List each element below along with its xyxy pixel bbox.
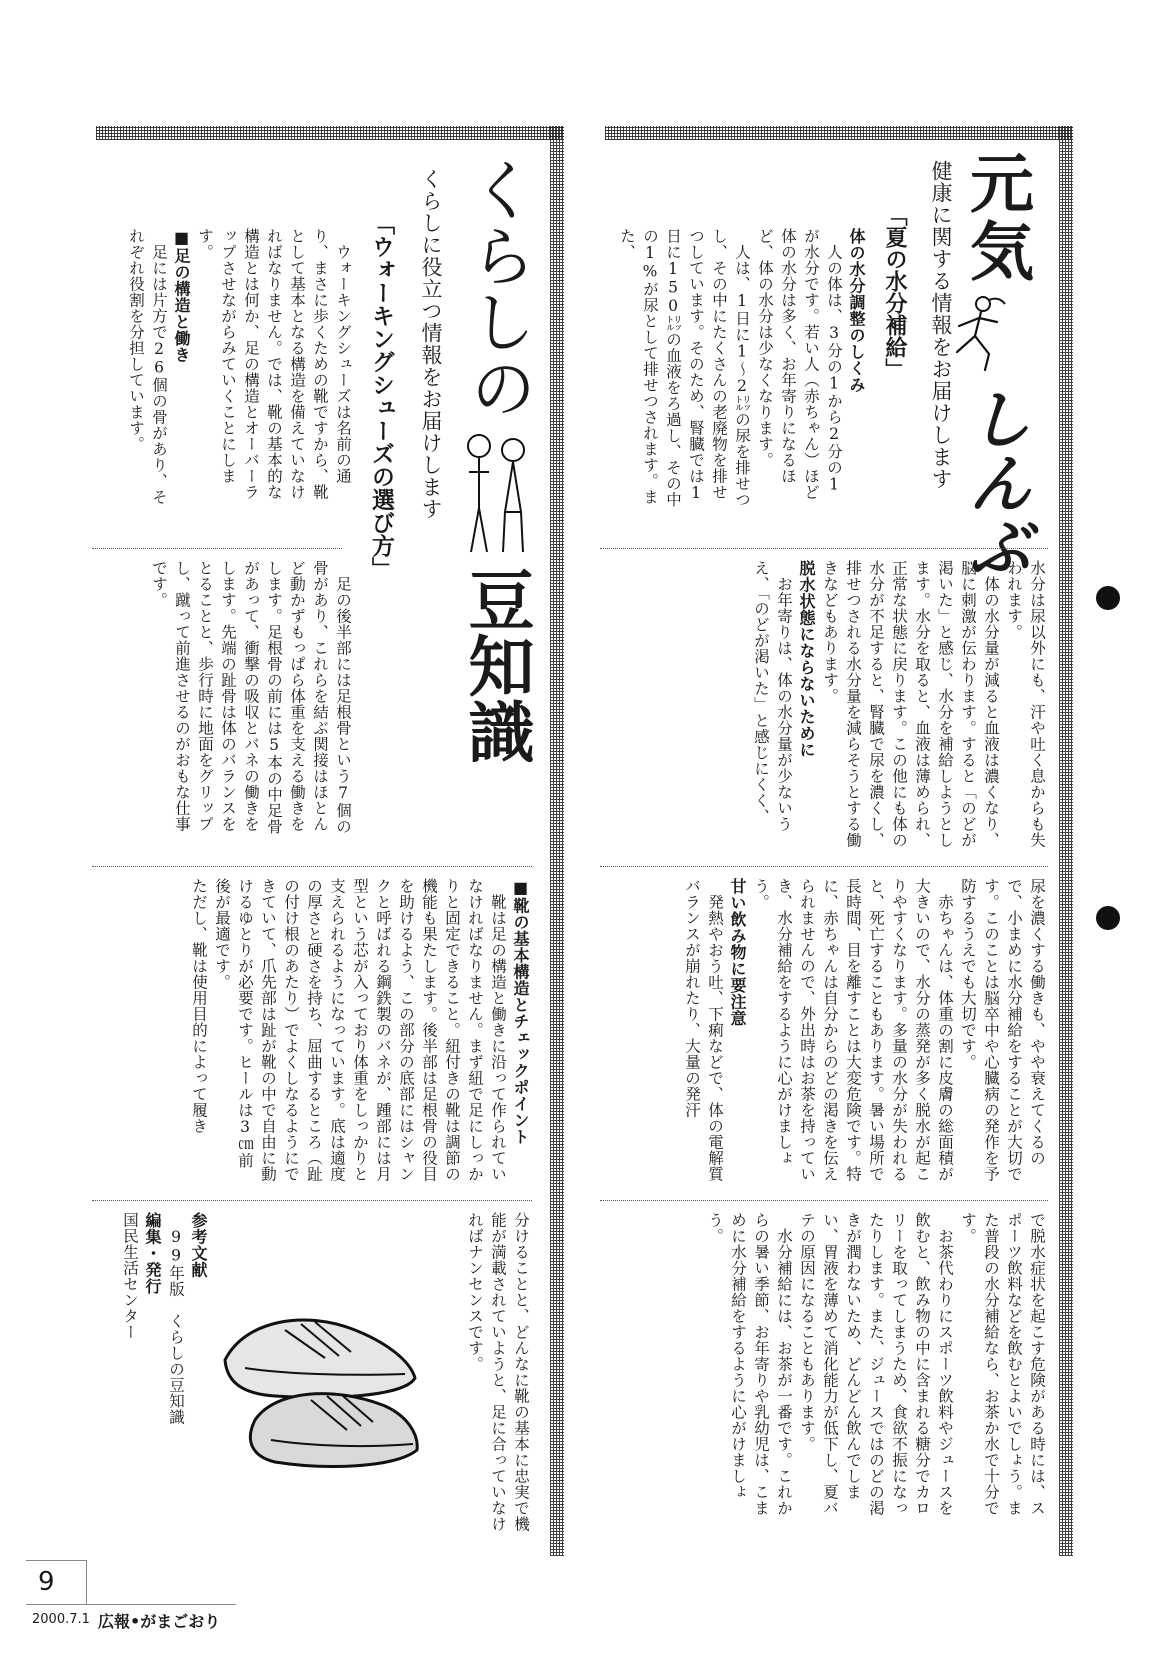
mame-paragraph-2: 足の後半部には足根骨という7個の骨があり、これらを結ぶ関接はほとんど動かずもっぱら体重を支える働きをします。足根骨の前には5本の中足骨があって、衝撃の吸収とバネの働きをします。先端の趾骨は体のバランスをとることと、歩行時に地面をグリップし、蹴って前進させるのがおもな仕事です。 xyxy=(150,560,352,835)
page-number-box xyxy=(26,1560,87,1605)
genki-title: 元気 xyxy=(959,150,1033,286)
walking-shoes-illustration-icon xyxy=(215,1300,425,1500)
mame-reference-block xyxy=(100,1212,210,1532)
mame-paragraph-4: 分けることと、どんなに靴の基本に忠実で機能が満載されていようと、足に合っていなければナンセンスです。 xyxy=(466,1212,530,1532)
genki-paragraph-1b: 人は、1日に1～2㍑の尿を排せつし、その中にたくさんの老廃物を排せつしています。そのため、腎臓では1日に150㍑の血液をろ過し、その中の1%が尿として排せつされます。また、 xyxy=(618,228,751,508)
mame-paragraph-1: ウォーキングシューズは名前の通り、まさに歩くための靴ですから、靴として基本となる構造を備えていなければなりません。では、靴の基本的な構造とは何か、足の構造とオーバーラップさせながらみていくことにします。 xyxy=(196,228,352,500)
genki-paragraph-4c: 水分補給には、お茶が一番です。これからの暑い季節、お年寄りや乳幼児は、こまめに水分補給をするように心がけましょう。 xyxy=(706,1212,793,1516)
genki-row1-text xyxy=(598,228,868,508)
mame-row4-text xyxy=(440,1212,532,1532)
mame-heading-1: ■足の構造と働き xyxy=(172,228,191,363)
reference-text: 99年版 くらしの豆知識 xyxy=(167,1227,185,1425)
mame-row3-text xyxy=(92,878,532,1183)
reference-label: 参考文献 xyxy=(189,1212,208,1278)
genki-separator-1 xyxy=(600,548,1048,549)
genki-paragraph-4b: お茶代わりにスポーツ飲料やジュースを飲むと、飲み物の中に含まれる糖分でカロリーを取ってしまうため、食欲不振になったりします。また、ジュースではのどの渇きが潤わないため、どんどん飲んでしまい、胃液を薄めて消化能力が低下し、夏バテの原因になることもあります。 xyxy=(798,1212,954,1516)
footer-line xyxy=(26,1604,236,1605)
genki-paragraph-3c: 発熱やおう吐、下痢などで、体の電解質バランスが崩れたり、大量の発汗 xyxy=(683,878,724,1182)
publisher-text: 国民生活センター xyxy=(121,1212,139,1340)
running-woman-icon xyxy=(945,292,1015,374)
genki-paragraph-3b: 赤ちゃんは、体重の割に皮膚の総面積が大きいので、水分の蒸発が多く脱水が起こりやすくなります。多量の水分が失われると、死亡することもあります。暑い場所で長時間、目を離すことは大変危険です。特に、赤ちゃんは自分からのどの渇きを伝えられませんので、外出時はお茶を持っていき、水分補給をするように心がけましょう。 xyxy=(752,878,954,1182)
mame-top-border xyxy=(96,126,564,140)
genki-title-tail: しんぶ xyxy=(957,386,1032,578)
genki-paragraph-2c: お年寄りは、体の水分量が少ないうえ、「のどが渇いた」と感じにくく、 xyxy=(752,560,793,832)
mame-row2-text xyxy=(92,560,354,845)
mame-paragraph-1b: 足には片方で26個の骨があり、それぞれ役割を分担しています。 xyxy=(127,228,168,505)
genki-subtitle: 健康に関する情報をお届けします xyxy=(929,160,953,490)
genki-row4-text xyxy=(598,1212,1048,1517)
genki-separator-2 xyxy=(600,866,1048,867)
mame-paragraph-3b: ただし、靴は使用目的によって履き xyxy=(190,878,208,1134)
genki-heading-1: 体の水分調整のしくみ xyxy=(847,228,866,393)
genki-section-title: 「夏の水分補給」 xyxy=(882,204,907,380)
mame-title-kanji: 豆知識 xyxy=(457,566,534,764)
genki-paragraph-1a: 人の体は、3分の1から2分の1が水分です。若い人（赤ちゃん）ほど体の水分は多く、お年寄りになるほど、体の水分は少なくなります。 xyxy=(756,228,843,500)
mame-right-border xyxy=(550,126,564,1556)
footer-date: 2000.7.1 xyxy=(32,1612,90,1627)
mame-separator-3 xyxy=(92,1200,532,1201)
mame-separator-1 xyxy=(92,548,342,549)
genki-paragraph-2a: 水分は尿以外にも、汗や吐く息からも失われます。 xyxy=(1005,560,1046,848)
genki-heading-2: 脱水状態にならないために xyxy=(797,560,816,758)
mame-separator-2 xyxy=(92,866,532,867)
page-number: 9 xyxy=(38,1567,55,1597)
genki-paragraph-3a: 尿を濃くする働きも、やや衰えてくるので、小まめに水分補給をすることが大切です。このことは脳卒中や心臓病の発作を予防するうえでも大切です。 xyxy=(959,878,1046,1182)
couple-illustration-icon xyxy=(455,428,535,558)
genki-row3-text xyxy=(598,878,1048,1183)
mame-paragraph-3a: 靴は足の構造と働きに沿って作られていなければなりません。まず紐で足にしっかりと固定できること。紐付きの靴は調節の機能も果たします。後半部は足根骨の役目を助けるよう、この部分の底部にはシャンクと呼ばれる鋼鉄製のバネが、踵部には月型という芯が入っており体重をしっかりと支えられるようになっています。底は適度の厚さと硬さを持ち、屈曲するところ（趾の付け根のあたり）でよくしなるようにできていて、爪先部は趾が靴の中で自由に動けるゆとりが必要です。ヒールは3㎝前後が最適です。 xyxy=(213,878,507,1182)
genki-top-border xyxy=(605,126,1073,140)
publisher-label: 編集・発行 xyxy=(143,1212,162,1295)
bullet-dot-1 xyxy=(1096,586,1120,610)
genki-paragraph-4a: で脱水症状を起こす危険がある時には、スポーツ飲料などを飲むとよいでしょう。また普段の水分補給なら、お茶か水で十分です。 xyxy=(959,1212,1046,1516)
genki-right-border xyxy=(1059,126,1073,1556)
bullet-dot-2 xyxy=(1096,906,1120,930)
mame-row1-text xyxy=(92,228,354,508)
mame-heading-2: ■靴の基本構造とチェックポイント xyxy=(511,878,530,1145)
mame-title-kana: くらしの xyxy=(459,156,536,420)
mame-subtitle: くらしに役立つ情報をお届けします xyxy=(419,168,443,520)
genki-paragraph-2b: 体の水分量が減ると血液は濃くなり、脳に刺激が伝わります。すると「のどが渇いた」と感じ、水分を補給しようとします。水分を取ると、血液は薄められ、正常な状態に戻ります。この他にも体の水分が不足すると、腎臓で尿を濃くし、排せつされる水分量を減らそうとする働きなどもあります。 xyxy=(821,560,1000,848)
mame-section-title: 「ウォーキングシューズの選び方」 xyxy=(368,212,394,580)
genki-separator-3 xyxy=(600,1200,1048,1201)
genki-heading-3: 甘い飲み物に要注意 xyxy=(728,878,747,1027)
footer-publication: 広報•がまごおり xyxy=(98,1612,221,1631)
genki-row2-text xyxy=(598,560,1048,850)
